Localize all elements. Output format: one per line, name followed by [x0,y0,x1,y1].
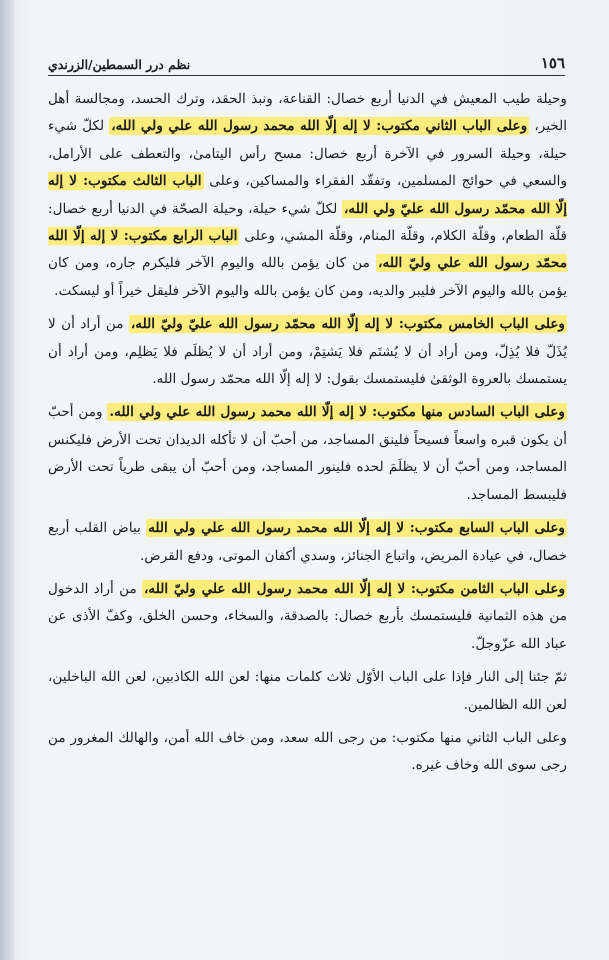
highlighted-inscription: وعلى الباب الثاني مكتوب: لا إله إلّا الله محمد رسول الله علي ولي الله، [111,118,528,135]
page-body-text [48,86,567,786]
highlighted-inscription: وعلى الباب الثامن مكتوب: لا إله إلّا الله محمد رسول الله علي وليّ الله، [144,580,566,597]
paragraph [48,664,567,719]
page-spine-shadow [0,0,14,960]
text-segment: من كان يؤمن بالله واليوم الآخر فليكرم جاره، ومن كان يؤمن بالله واليوم الآخر فليبر والديه، ومن كان يؤمن بالله واليوم الآخر فليقل خيراً أو ليسكت. [48,255,567,299]
text-segment: وحيلة طيب المعيش في الدنيا أربع خصال: القناعة، ونبذ الحقد، وترك الحسد، ومجالسة أهل الخير، [48,91,567,135]
paragraph [48,515,567,570]
page-number: ١٥٦ [540,54,565,72]
text-segment: بياض القلب أربع خصال، في عيادة المريض، واتباع الجنائز، وسدي أكفان الموتى، ودفع القرض. [48,520,567,564]
text-segment: لكلّ شيء حيلة، وحيلة الصحّة في الدنيا أربع خصال: قلّة الطعام، وقلّة الكلام، وقلّة المنام، وقلّة المشي، وعلى [48,200,567,245]
paragraph [48,725,567,780]
text-segment: ثمّ جئنا إلى النار فإذا على الباب الأوّل ثلاث كلمات منها: لعن الله الكاذبين، لعن الله الباخلين، لعن الله الظالمين. [48,669,567,713]
text-segment: وعلى الباب الثاني منها مكتوب: من رجى الله سعد، ومن خاف الله أمن، والهالك المغرور من رجى سوى الله وخاف غيره. [48,729,567,774]
text-segment: لكلّ شيء حيلة، وحيلة السرور في الآخرة أربع خصال: مسح رأس اليتامىٰ، والتعطف على الأرامل، والسعي في حوائج المسلمين، وتفقّد الفقراء والمساكين، وعلى [48,118,568,190]
paragraph [48,311,567,393]
highlighted-inscription: وعلى الباب الخامس مكتوب: لا إله إلّا الله محمّد رسول الله عليّ وليّ الله، [130,316,565,333]
highlighted-inscription: وعلى الباب السادس منها مكتوب: لا إله إلّا الله محمد رسول الله علي ولي الله. [109,404,565,421]
text-segment: من أراد الدخول من هذه الثمانية فليستمسك بأربع خصال: بالصدقة، والسخاء، وحسن الخلق، وكفّ الأذى عن عباد الله عزّوجلّ. [48,580,567,652]
highlighted-inscription: وعلى الباب السابع مكتوب: لا إله إلّا الله محمد رسول الله علي ولي الله [148,520,565,537]
page-header [48,44,565,76]
highlighted-inscription: الباب الرابع مكتوب: لا إله إلّا الله محمّد رسول الله علي وليّ الله، [48,228,567,272]
text-segment: ومن أحبّ أن يكون قبره واسعاً فسيحاً فلينق المساجد، من أحبّ أن لا تأكله الديدان تحت الأرض فليكنس المساجد، ومن أحبّ أن لا يظلَمَ لحده فلينور المساجد، ومن أحبّ أن يبقى طرياً تحت الأرض فليبسط المساجد. [48,404,567,503]
paragraph [48,576,567,658]
highlighted-inscription: الباب الثالث مكتوب: لا إله إلّا الله محمّد رسول الله عليّ ولي الله، [48,173,567,217]
book-title: نظم درر السمطين/الزرندي [48,57,191,72]
paragraph [48,399,567,509]
paragraph [48,86,567,305]
text-segment: من أراد أن لا يُذَلّ فلا يُذِلّ، ومن أراد أن لا يُشتَم فلا يَشتِمْ، ومن أراد أن لا يُظلَم فلا يَظلِم، ومن أراد أن يستمسك بالعروة الوثقىٰ فليستمسك بقول: لا إله إلّا الله محمّد رسول الله. [48,316,567,388]
